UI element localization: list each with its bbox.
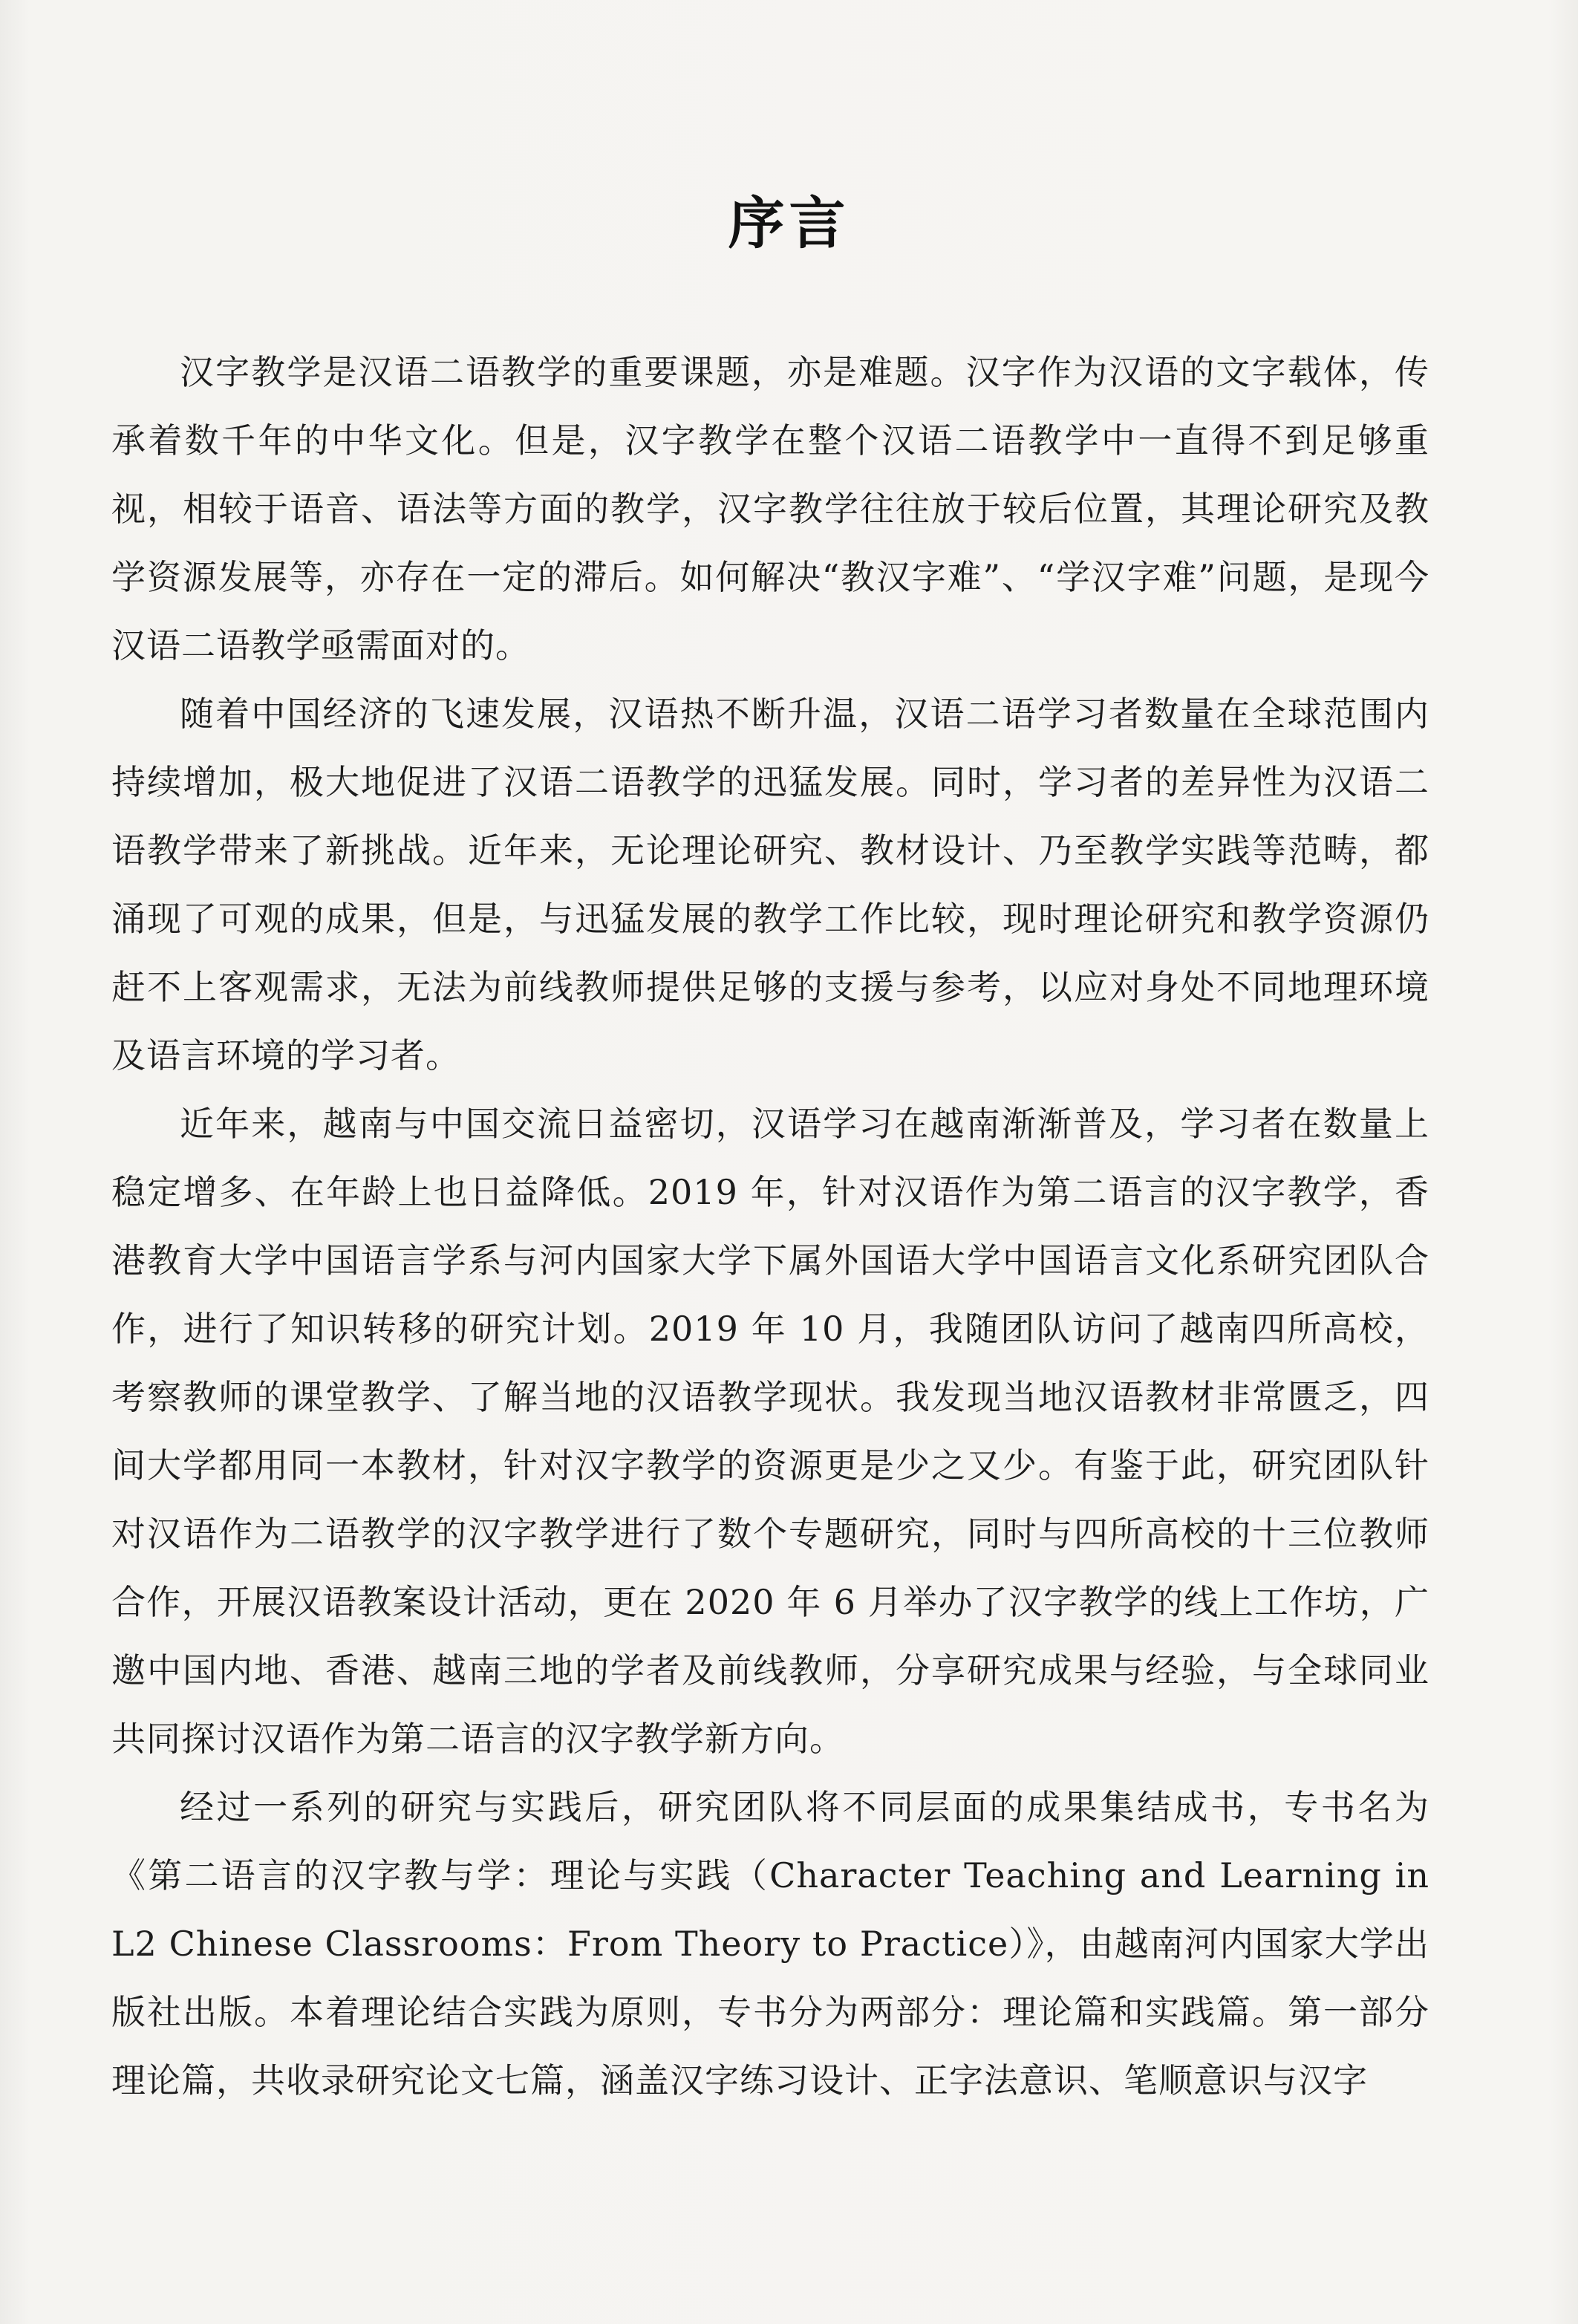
paragraph-3: 近年来，越南与中国交流日益密切，汉语学习在越南渐渐普及，学习者在数量上稳定增多、在年龄上也日益降低。2019 年，针对汉语作为第二语言的汉字教学，香港教育大学中国语言学系与河内国家大学下属外国语大学中国语言文化系研究团队合作，进行了知识转移的研究计划。2019 年 10 月，我随团队访问了越南四所高校，考察教师的课堂教学、了解当地的汉语教学现状。我发现当地汉语教材非常匮乏，四间大学都用同一本教材，针对汉字教学的资源更是少之又少。有鉴于此，研究团队针对汉语作为二语教学的汉字教学进行了数个专题研究，同时与四所高校的十三位教师合作，开展汉语教案设计活动，更在 2020 年 6 月举办了汉字教学的线上工作坊，广邀中国内地、香港、越南三地的学者及前线教师，分享研究成果与经验，与全球同业共同探讨汉语作为第二语言的汉字教学新方向。 [111,1104,1429,1759]
page-title: 序言 [728,190,850,256]
paragraph-4: 经过一系列的研究与实践后，研究团队将不同层面的成果集结成书，专书名为《第二语言的汉字教与学：理论与实践（Character Teaching and Learning in L2 Chinese Classrooms：From Theory to Practice）》，由越南河内国家大学出版社出版。本着理论结合实践为原则，专书分为两部分：理论篇和实践篇。第一部分理论篇，共收录研究论文七篇，涵盖汉字练习设计、正字法意识、笔顺意识与汉字 [111,1787,1429,2100]
paragraph-2: 随着中国经济的飞速发展，汉语热不断升温，汉语二语学习者数量在全球范围内持续增加，极大地促进了汉语二语教学的迅猛发展。同时，学习者的差异性为汉语二语教学带来了新挑战。近年来，无论理论研究、教材设计、乃至教学实践等范畴，都涌现了可观的成果，但是，与迅猛发展的教学工作比较，现时理论研究和教学资源仍赶不上客观需求，无法为前线教师提供足够的支援与参考，以应对身处不同地理环境及语言环境的学习者。 [111,694,1429,1075]
document-body [111,338,1429,2115]
paragraph-1: 汉字教学是汉语二语教学的重要课题，亦是难题。汉字作为汉语的文字载体，传承着数千年的中华文化。但是，汉字教学在整个汉语二语教学中一直得不到足够重视，相较于语音、语法等方面的教学，汉字教学往往放于较后位置，其理论研究及教学资源发展等，亦存在一定的滞后。如何解决“教汉字难”、“学汉字难”问题，是现今汉语二语教学亟需面对的。 [111,352,1429,665]
